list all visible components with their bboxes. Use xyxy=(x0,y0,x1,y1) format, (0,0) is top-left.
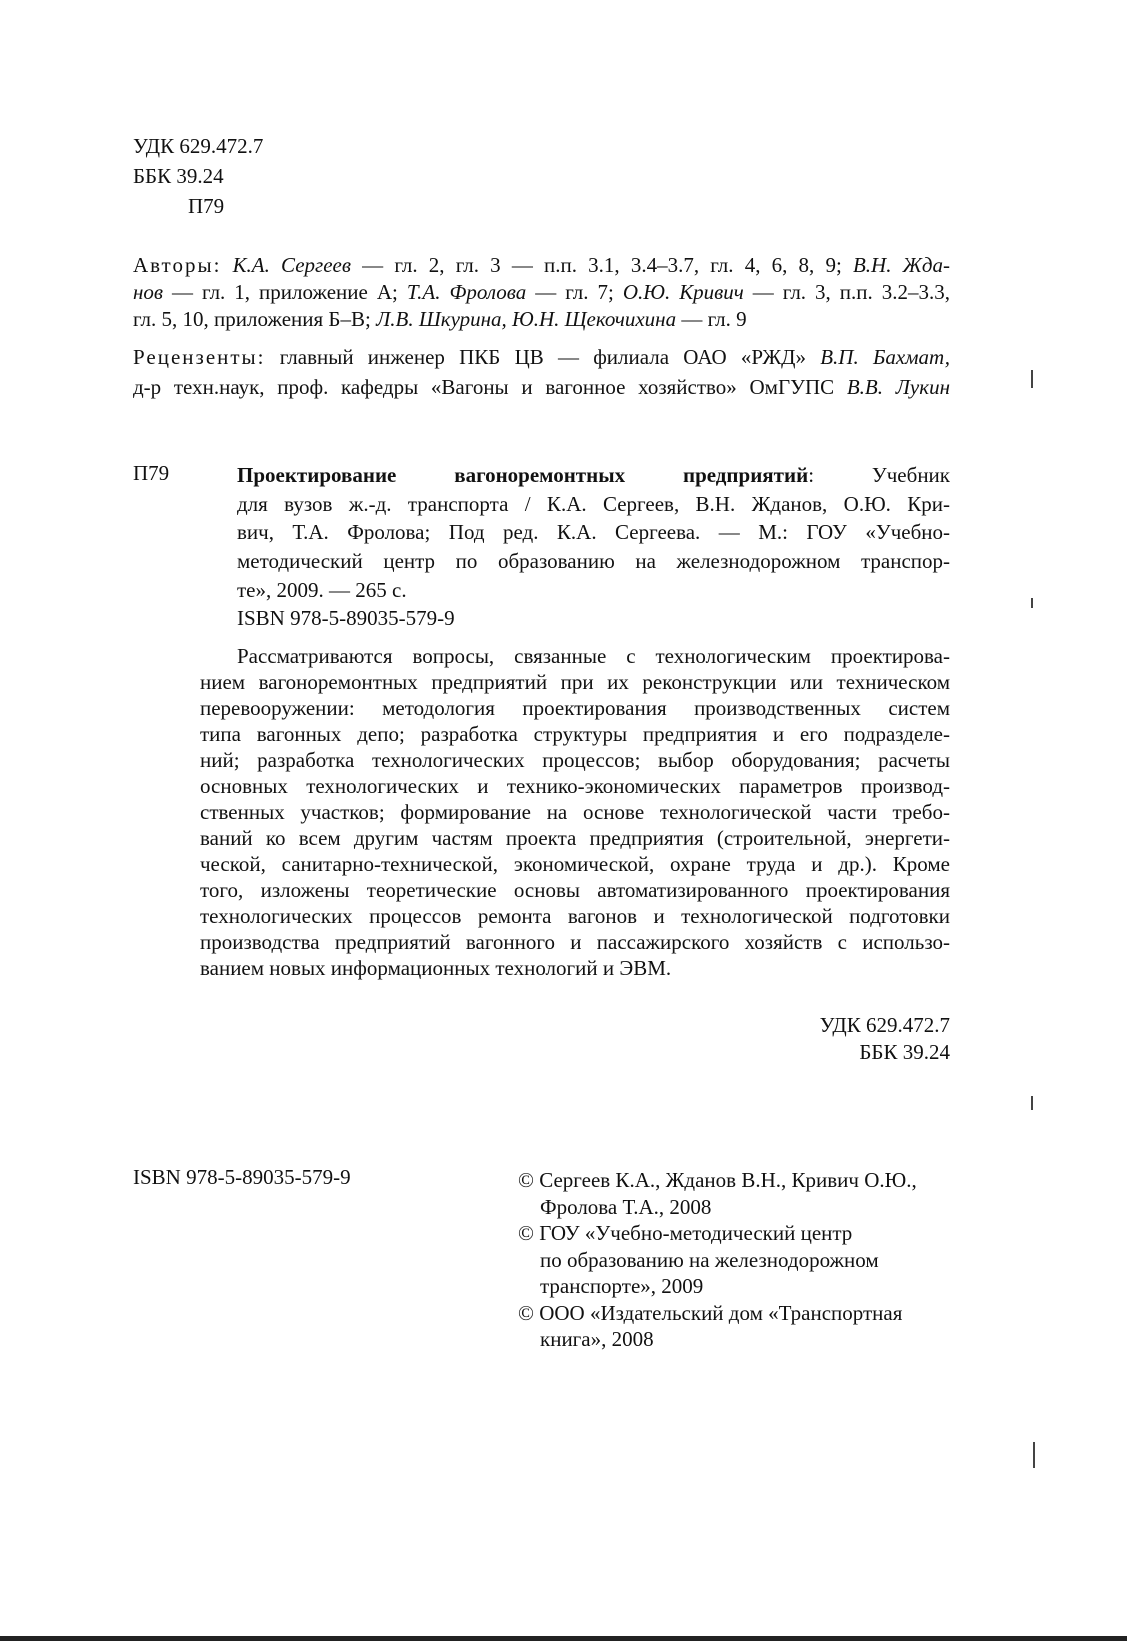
classification-right xyxy=(700,1012,950,1066)
scan-artifact xyxy=(1033,1442,1035,1468)
text-span: для вузов ж.-д. транспорта / К.А. Сергеев, В.Н. Жданов, О.Ю. Кри- xyxy=(237,491,950,516)
abstract-line: Рассматриваются вопросы, связанные с технологическим проектирова- xyxy=(237,644,950,668)
person-name: В.Н. Жда- xyxy=(852,253,951,277)
text-span: — гл. 7; xyxy=(526,280,623,304)
text-line xyxy=(237,547,950,576)
abstract-line: перевооружении: методология проектирования производственных систем xyxy=(200,696,950,720)
text-span xyxy=(221,253,232,277)
text-span: — гл. 9 xyxy=(676,307,747,331)
field-label: Авторы: xyxy=(133,253,222,277)
bibliography-entry xyxy=(237,461,950,605)
abstract-line: основных технологических и технико-экономических параметров производ- xyxy=(200,774,950,798)
abstract xyxy=(200,643,950,981)
copyright-line: книга», 2008 xyxy=(540,1327,654,1351)
text-span: — гл. 1, приложение А; xyxy=(163,280,407,304)
header-bbk: ББК 39.24 xyxy=(133,164,224,188)
scan-artifact xyxy=(1031,370,1033,388)
text-span: те», 2009. — 265 с. xyxy=(237,577,407,602)
text-line xyxy=(133,279,950,306)
copyright-block xyxy=(518,1167,958,1353)
bibliography-isbn: ISBN 978-5-89035-579-9 xyxy=(237,606,455,630)
scan-edge xyxy=(0,1636,1127,1641)
abstract-line: нием вагоноремонтных предприятий при их реконструкции или техническом xyxy=(200,670,950,694)
header-udk: УДК 629.472.7 xyxy=(133,134,264,158)
text-line xyxy=(237,490,950,519)
text-span: — гл. 3, п.п. 3.2–3.3, xyxy=(743,280,951,304)
text-line xyxy=(133,372,950,402)
text-line xyxy=(237,576,950,605)
scan-artifact xyxy=(1031,598,1033,608)
person-name: В.П. Бахмат, xyxy=(820,345,951,369)
abstract-line: технологических процессов ремонта вагонов и технологической подготовки xyxy=(200,904,950,928)
person-name: Т.А. Фролова xyxy=(406,280,527,304)
copyright-line: по образованию на железнодорожном xyxy=(540,1247,879,1272)
reviewers-block xyxy=(133,342,950,402)
text-line xyxy=(133,252,950,279)
text-span: д-р техн.наук, проф. кафедры «Вагоны и вагонное хозяйство» ОмГУПС xyxy=(133,375,847,399)
abstract-line: ваний ко всем другим частям проекта предприятия (строительной, энергети- xyxy=(200,826,950,850)
copyright-line: транспорте», 2009 xyxy=(540,1274,704,1298)
copyright-line: © Сергеев К.А., Жданов В.Н., Кривич О.Ю., xyxy=(518,1168,917,1192)
bibliography-code: П79 xyxy=(133,461,170,485)
header-code: П79 xyxy=(188,194,225,218)
text-span: гл. 5, 10, приложения Б–В; xyxy=(133,307,377,331)
scan-artifact xyxy=(1031,1096,1033,1110)
abstract-line: ственных участков; формирование на основе технологической части требо- xyxy=(200,800,950,824)
abstract-line: ний; разработка технологических процессов; выбор оборудования; расчеты xyxy=(200,748,950,772)
person-name: К.А. Сергеев xyxy=(232,253,351,277)
abstract-line: ванием новых информационных технологий и ЭВМ. xyxy=(200,956,672,980)
footer-isbn: ISBN 978-5-89035-579-9 xyxy=(133,1165,351,1189)
text-span: — гл. 2, гл. 3 — п.п. 3.1, 3.4–3.7, гл. 4, 6, 8, 9; xyxy=(350,253,853,277)
text-span: вич, Т.А. Фролова; Под ред. К.А. Сергеева. — М.: ГОУ «Учебно- xyxy=(237,520,950,545)
text-span: главный инженер ПКБ ЦВ — филиала ОАО «РЖД» xyxy=(265,345,821,369)
abstract-line: того, изложены теоретические основы автоматизированного проектирования xyxy=(200,878,950,902)
person-name: Л.В. Шкурина, Ю.Н. Щекочихина xyxy=(376,307,677,331)
text-span: методический центр по образованию на железнодорожном транспор- xyxy=(237,549,950,574)
classification-bbk: ББК 39.24 xyxy=(859,1040,950,1064)
abstract-line: ческой, санитарно-технической, экономической, охране труда и др.). Кроме xyxy=(200,852,950,876)
copyright-line: © ГОУ «Учебно-методический центр xyxy=(518,1221,853,1245)
copyright-line: © ООО «Издательский дом «Транспортная xyxy=(518,1300,903,1325)
abstract-line: производства предприятий вагонного и пассажирского хозяйств с использо- xyxy=(200,930,950,954)
header-classification xyxy=(133,131,263,221)
classification-udk: УДК 629.472.7 xyxy=(819,1013,950,1037)
field-label: Рецензенты: xyxy=(133,345,266,369)
person-name: нов xyxy=(133,280,164,304)
person-name: В.В. Лукин xyxy=(846,375,950,399)
text-line xyxy=(237,518,950,547)
abstract-line: типа вагонных депо; разработка структуры предприятия и его подразделе- xyxy=(200,722,950,746)
authors-block xyxy=(133,252,950,333)
person-name: О.Ю. Кривич xyxy=(622,280,744,304)
text-span: : Учебник xyxy=(808,463,950,487)
book-title: Проектирование вагоноремонтных предприятий xyxy=(237,463,809,487)
text-line xyxy=(133,306,950,333)
text-line xyxy=(133,342,950,372)
text-line xyxy=(237,461,950,490)
copyright-line: Фролова Т.А., 2008 xyxy=(540,1194,712,1219)
